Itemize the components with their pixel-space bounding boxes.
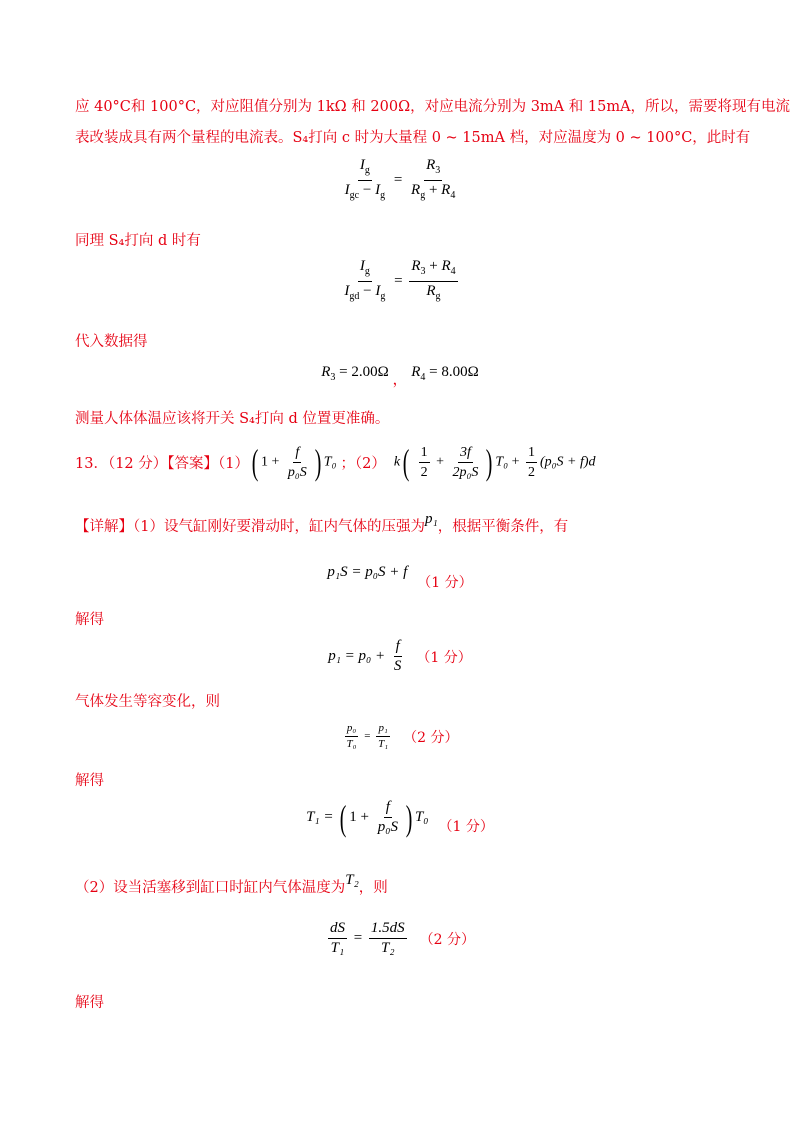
paragraph-line: 应 40°C和 100°C，对应阻值分别为 1kΩ 和 200Ω，对应电流分别为 3mA 和 15mA，所以，需要将现有电流 xyxy=(75,99,791,115)
paragraph-line: 同理 S₄打向 d 时有 xyxy=(75,233,201,249)
equation-p1: p₁ = p₀ + $\frac{f}{S}$ （1 分） xyxy=(328,638,472,674)
paragraph-line: 解得 xyxy=(75,995,104,1011)
answer-1-formula: ( 1 + $\frac{f}{\text{p₀S}}$ ) T₀ xyxy=(251,442,337,482)
detail-line: 【详解】（1）设气缸刚好要滑动时，缸内气体的压强为p₁，根据平衡条件，有 xyxy=(75,511,569,535)
equation-isochoric: $\frac{\text{p₀}}{\text{T₀}}$ = $\frac{\text{p₁}}{\text{T₁}}$ （2 分） xyxy=(346,722,459,750)
paragraph-line: 表改装成具有两个量程的电流表。S₄打向 c 时为大量程 0 ~ 15mA 档，对应温度为 0 ~ 100°C，此时有 xyxy=(75,130,751,146)
equation-T1: T₁ = ( 1 + $\frac{f}{\text{p₀S}}$ ) T₀ （1 分） xyxy=(306,797,494,838)
answer-2-formula: k( $\frac{1}{2}$ + $\frac{3f}{\text{2p₀S}}$ ) T₀ + $\frac{1}{2}$ (p₀S + f)d xyxy=(393,442,596,482)
equation-current-ratio-d: $\frac{I_g}{I_{gd} - I_g}$ = $\frac{R_3 + R_4}{R_g}$ xyxy=(344,258,456,302)
paragraph-line: 解得 xyxy=(75,773,104,789)
paragraph-line: 气体发生等容变化，则 xyxy=(75,694,220,710)
paragraph-line: 测量人体体温应该将开关 S₄打向 d 位置更准确。 xyxy=(75,411,390,427)
equation-temperature-ratio: $\frac{dS}{\text{T₁}}$ = $\frac{1.5dS}{\text{T₂}}$ （2 分） xyxy=(329,920,476,956)
detail-line: （2）设当活塞移到缸口时缸内气体温度为T₂，则 xyxy=(75,872,388,896)
paragraph-line: 代入数据得 xyxy=(75,334,148,350)
equation-balance: p₁S = p₀S + f （1 分） xyxy=(327,563,473,591)
equation-current-ratio-c: $\frac{I_g}{I_{gc} - I_g}$ = $\frac{R_3}{R_g + R_4}$ xyxy=(344,157,456,201)
question-13-answer: 13．（12 分）【答案】（1） ( 1 + $\frac{f}{\text{p₀S}}$ ) T₀ ；（2） k( $\frac{1}{2}$ + $\frac{3f}{\text{2p₀S}}$ ) T₀ + $\frac{1}{2}$ (p₀S + f)d xyxy=(75,442,596,482)
paragraph-line: 解得 xyxy=(75,612,104,628)
equation-resistance-values: $R_3 = 2.00\Omega$ ， $R_4 = 8.00\Omega$ xyxy=(321,363,479,388)
